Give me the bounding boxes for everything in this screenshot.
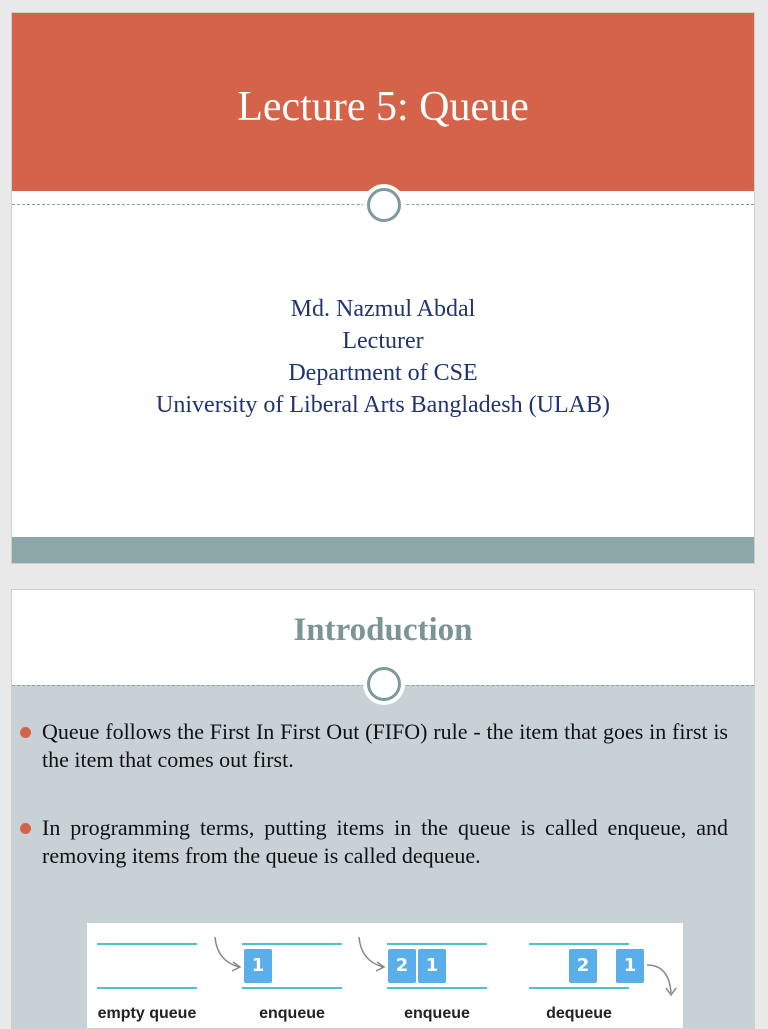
bullet-item [42,718,728,774]
author-block [12,293,754,421]
queue-top-line [242,943,342,945]
curved-arrow-icon [645,961,681,1001]
diagram-label: dequeue [546,1005,612,1022]
queue-item: 1 [244,949,272,983]
queue-item: 1 [418,949,446,983]
queue-bottom-line [242,987,342,989]
bullet-item [42,814,728,870]
title-slide [11,12,755,564]
queue-bottom-line [97,987,197,989]
queue-top-line [387,943,487,945]
diagram-label: enqueue [404,1005,470,1022]
queue-item: 1 [616,949,644,983]
title-band [12,13,754,191]
curved-arrow-icon [355,935,389,975]
introduction-slide [11,589,755,1029]
lecture-title: Lecture 5: Queue [237,84,529,130]
queue-bottom-line [387,987,487,989]
bullet-text: In programming terms, putting items in the queue is called enqueue, and removing items from the queue is called dequeue. [42,815,728,868]
circle-ornament-icon [367,667,401,701]
queue-top-line [529,943,629,945]
footer-band [12,537,754,563]
diagram-label: enqueue [259,1005,325,1022]
author-university: University of Liberal Arts Bangladesh (ULAB) [156,392,610,418]
slide-title: Introduction [293,612,473,648]
bullet-dot-icon [20,823,31,834]
queue-bottom-line [529,987,629,989]
diagram-label: empty queue [97,1005,197,1022]
bullet-dot-icon [20,727,31,738]
author-role: Lecturer [342,328,424,354]
author-name: Md. Nazmul Abdal [290,296,476,322]
curved-arrow-icon [211,935,245,975]
queue-item: 2 [569,949,597,983]
circle-ornament-icon [367,188,401,222]
bullet-text: Queue follows the First In First Out (FIFO) rule - the item that goes in first is the item that comes out first. [42,719,728,772]
queue-diagram [87,923,683,1029]
author-department: Department of CSE [288,360,478,386]
queue-item: 2 [388,949,416,983]
queue-top-line [97,943,197,945]
